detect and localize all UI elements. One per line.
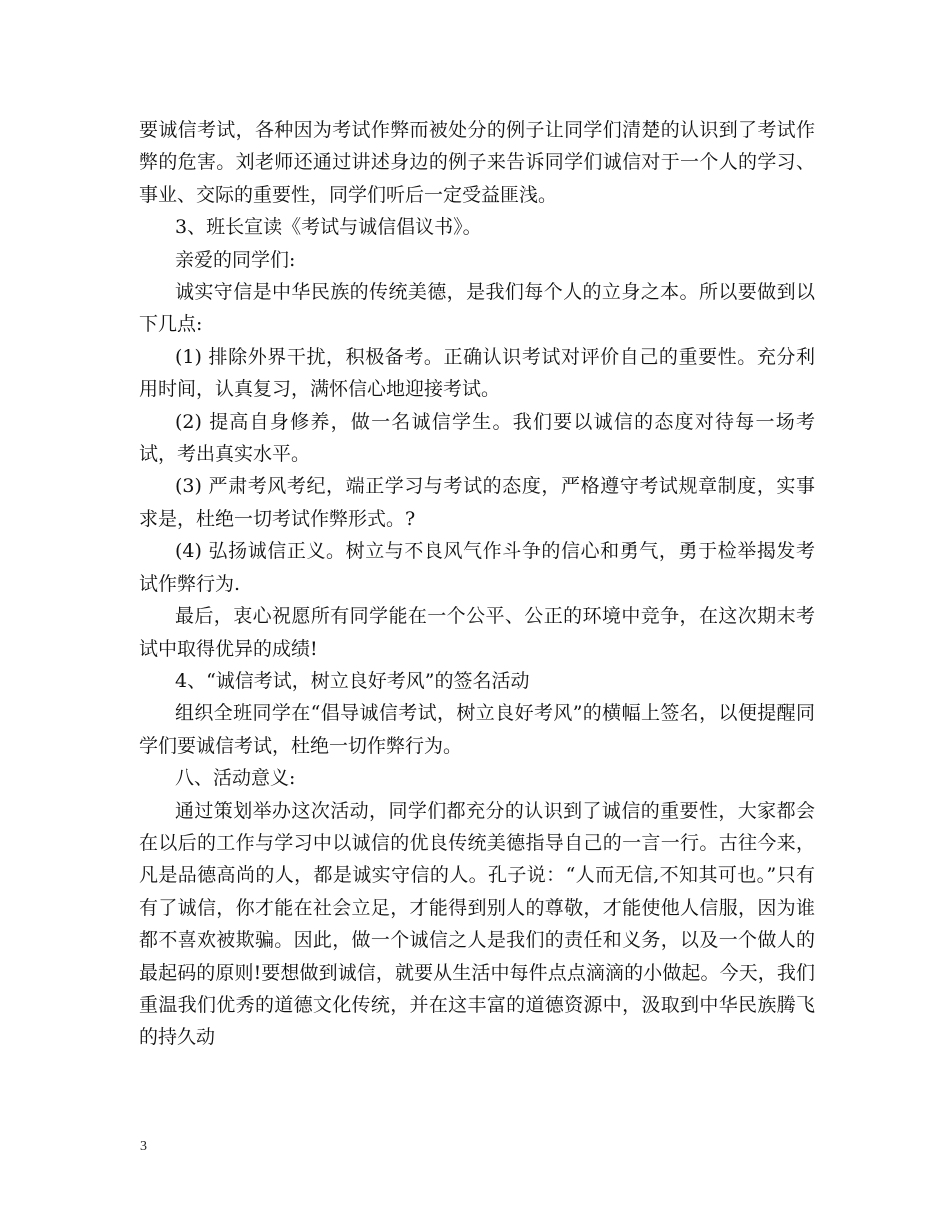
paragraph-salutation: 亲爱的同学们:	[175, 248, 296, 271]
paragraph-integrity-intro: 诚实守信是中华民族的传统美德，是我们每个人的立身之本。所以要做到以下几点:	[139, 281, 815, 336]
paragraph-point-1: (1) 排除外界干扰，积极备考。正确认识考试对评价自己的重要性。充分利用时间，认真复习，满怀信心地迎接考试。	[139, 345, 815, 401]
page-number: 3	[140, 1139, 147, 1154]
document-body	[139, 114, 815, 1054]
paragraph-signature-activity-heading: 4、“诚信考试，树立良好考风”的签名活动	[175, 669, 530, 692]
paragraph-signature-activity: 组织全班同学在“倡导诚信考试，树立良好考风”的横幅上签名，以便提醒同学们要诚信考试，杜绝一切作弊行为。	[139, 702, 815, 757]
paragraph-closing-wish: 最后，衷心祝愿所有同学能在一个公平、公正的环境中竞争，在这次期末考试中取得优异的成绩!	[139, 605, 815, 660]
paragraph-significance: 通过策划举办这次活动，同学们都充分的认识到了诚信的重要性，大家都会在以后的工作与学习中以诚信的优良传统美德指导自己的一言一行。古往今来，凡是品德高尚的人，都是诚实守信的人。孔子说：“人而无信,不知其可也。”只有有了诚信，你才能在社会立足，才能得到别人的尊敬，才能使他人信服，因为谁都不喜欢被欺骗。因此，做一个诚信之人是我们的责任和义务，以及一个做人的最起码的原则!要想做到诚信，就要从生活中每件点点滴滴的小做起。今天，我们重温我们优秀的道德文化传统，并在这丰富的道德资源中，汲取到中华民族腾飞的持久动	[139, 799, 815, 1049]
paragraph-monitor-reads-proposal: 3、班长宣读《考试与诚信倡议书》。	[175, 216, 482, 239]
paragraph-exam-examples: 要诚信考试，各种因为考试作弊而被处分的例子让同学们清楚的认识到了考试作弊的危害。刘老师还通过讲述身边的例子来告诉同学们诚信对于一个人的学习、事业、交际的重要性，同学们听后一定受益匪浅。	[139, 119, 815, 206]
paragraph-point-4: (4) 弘扬诚信正义。树立与不良风气作斗争的信心和勇气，勇于检举揭发考试作弊行为.	[139, 540, 815, 595]
paragraph-significance-heading: 八、活动意义:	[175, 767, 296, 790]
paragraph-point-3: (3) 严肃考风考纪，端正学习与考试的态度，严格遵守考试规章制度，实事求是，杜绝一切考试作弊形式。?	[139, 475, 815, 530]
paragraph-point-2: (2) 提高自身修养，做一名诚信学生。我们要以诚信的态度对待每一场考试，考出真实水平。	[139, 410, 815, 466]
